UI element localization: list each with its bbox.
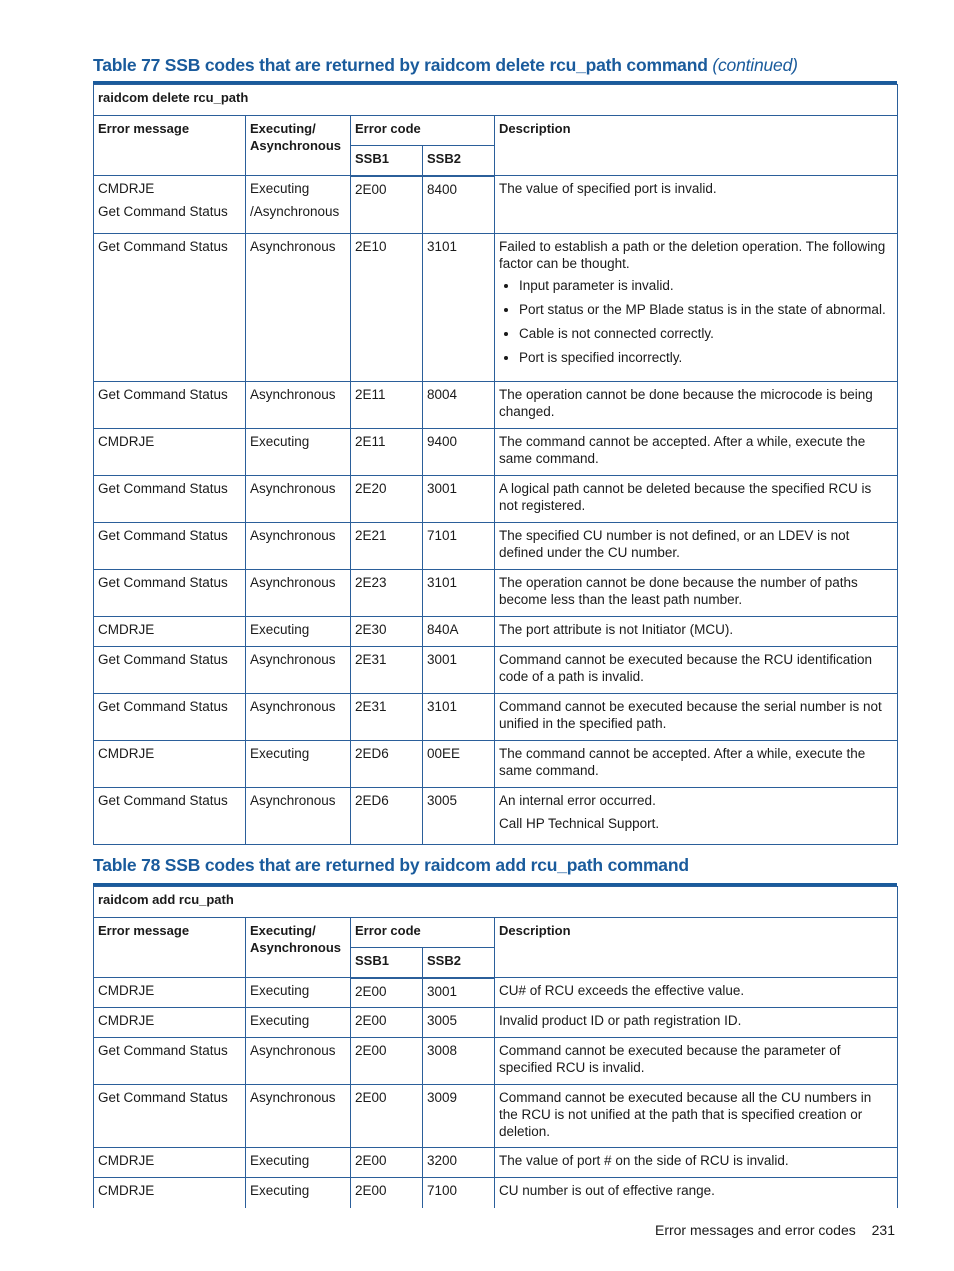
table-77-title: Table 77 SSB codes that are returned by raidcom delete rcu_path command [93,55,708,75]
ssb1-cell: 2E23 [351,570,423,617]
ssb2-cell: 3101 [423,570,495,617]
ssb1-cell: 2E00 [351,1085,423,1148]
ssb1-cell: 2E00 [351,1008,423,1038]
command-header: raidcom add rcu_path [94,887,898,918]
description-cell: The port attribute is not Initiator (MCU). [495,617,898,647]
exec-cell: Executing [246,978,351,1008]
table-row [94,1008,898,1038]
table-77-continued: (continued) [712,55,798,75]
ssb1-cell: 2E00 [351,1038,423,1085]
error-message-cell: CMDRJE Get Command Status [94,176,246,234]
table-row [94,523,898,570]
ssb2-cell: 3001 [423,647,495,694]
header-error-code: Error code [351,918,495,948]
error-message-cell: Get Command Status [94,1038,246,1085]
header-description: Description [495,918,898,978]
header-ssb1: SSB1 [351,146,423,176]
ssb1-cell: 2E21 [351,523,423,570]
error-message-cell: CMDRJE [94,978,246,1008]
page-footer [655,1222,895,1238]
exec-cell: Executing [246,1178,351,1208]
ssb1-cell: 2ED6 [351,788,423,845]
header-error-message: Error message [94,116,246,176]
table-row [94,1178,898,1208]
description-cell: An internal error occurred. Call HP Technical Support. [495,788,898,845]
footer-section: Error messages and error codes [654,1222,856,1238]
ssb2-cell: 3001 [423,476,495,523]
command-header: raidcom delete rcu_path [94,85,898,116]
ssb1-cell: 2E11 [351,429,423,476]
table-row [94,647,898,694]
ssb1-cell: 2E11 [351,382,423,429]
ssb2-cell: 3009 [423,1085,495,1148]
table-row [94,429,898,476]
list-item: • Cable is not connected correctly. [519,325,893,342]
error-message-cell: Get Command Status [94,234,246,382]
description-cell: Failed to establish a path or the deletion operation. The following factor can be thought. • Input parameter is invalid. • Port status or the MP Blade status is in the state of abnormal. • Cable is not connected correctly. • Port is specified incorrectly. [495,234,898,382]
description-cell: The value of specified port is invalid. [495,176,898,234]
ssb1-cell: 2E00 [351,1148,423,1178]
ssb2-cell: 3008 [423,1038,495,1085]
ssb2-cell: 3200 [423,1148,495,1178]
description-cell: CU number is out of effective range. [495,1178,898,1208]
ssb1-cell: 2E10 [351,234,423,382]
exec-cell: Executing /Asynchronous [246,176,351,234]
exec-cell: Asynchronous [246,1085,351,1148]
exec-cell: Executing [246,617,351,647]
description-cell: A logical path cannot be deleted because the specified RCU is not registered. [495,476,898,523]
ssb2-cell: 00EE [423,741,495,788]
description-cell: The specified CU number is not defined, or an LDEV is not defined under the CU number. [495,523,898,570]
exec-cell: Asynchronous [246,694,351,741]
description-cell: Command cannot be executed because the RCU identification code of a path is invalid. [495,647,898,694]
ssb1-cell: 2E00 [351,176,423,234]
header-ssb2: SSB2 [423,146,495,176]
ssb2-cell: 7100 [423,1178,495,1208]
exec-cell: Executing [246,429,351,476]
exec-cell: Asynchronous [246,788,351,845]
list-item: • Input parameter is invalid. [519,277,893,294]
exec-cell: Asynchronous [246,523,351,570]
error-message-cell: Get Command Status [94,647,246,694]
exec-cell: Asynchronous [246,382,351,429]
exec-cell: Asynchronous [246,1038,351,1085]
ssb1-cell: 2E30 [351,617,423,647]
table-78-title: Table 78 SSB codes that are returned by raidcom add rcu_path command [93,855,689,875]
ssb1-cell: 2E00 [351,978,423,1008]
exec-cell: Asynchronous [246,647,351,694]
description-cell: CU# of RCU exceeds the effective value. [495,978,898,1008]
description-cell: The command cannot be accepted. After a while, execute the same command. [495,429,898,476]
page-number: 231 [871,1222,895,1238]
ssb2-cell: 3001 [423,978,495,1008]
description-cell: The command cannot be accepted. After a while, execute the same command. [495,741,898,788]
header-ssb1: SSB1 [351,948,423,978]
description-cell: Command cannot be executed because the serial number is not unified in the specified path. [495,694,898,741]
error-message-cell: CMDRJE [94,1008,246,1038]
header-description: Description [495,116,898,176]
list-item: • Port is specified incorrectly. [519,349,893,366]
table-row [94,694,898,741]
exec-cell: Executing [246,1148,351,1178]
table-row [94,570,898,617]
table-row [94,176,898,234]
ssb2-cell: 3005 [423,1008,495,1038]
table-row [94,1038,898,1085]
table-row [94,1085,898,1148]
ssb2-cell: 3101 [423,234,495,382]
table-row [94,476,898,523]
table-77-caption [93,55,798,76]
description-cell: Command cannot be executed because all the CU numbers in the RCU is not unified at the path that is specified creation or deletion. [495,1085,898,1148]
error-message-cell: Get Command Status [94,788,246,845]
error-message-cell: Get Command Status [94,1085,246,1148]
table-row [94,741,898,788]
description-cell: The operation cannot be done because the microcode is being changed. [495,382,898,429]
error-message-cell: CMDRJE [94,1178,246,1208]
ssb2-cell: 8004 [423,382,495,429]
header-ssb2: SSB2 [423,948,495,978]
list-item: • Port status or the MP Blade status is in the state of abnormal. [519,301,893,318]
description-cell: The value of port # on the side of RCU is invalid. [495,1148,898,1178]
description-cell: Command cannot be executed because the parameter of specified RCU is invalid. [495,1038,898,1085]
exec-cell: Asynchronous [246,234,351,382]
table-row [94,234,898,382]
table-row [94,617,898,647]
exec-cell: Executing [246,1008,351,1038]
table-78 [93,886,898,1208]
error-message-cell: Get Command Status [94,570,246,617]
table-row [94,1148,898,1178]
error-message-cell: CMDRJE [94,1148,246,1178]
factor-list [499,277,893,366]
error-message-cell: Get Command Status [94,523,246,570]
exec-cell: Asynchronous [246,476,351,523]
table-row [94,978,898,1008]
ssb2-cell: 3005 [423,788,495,845]
description-cell: Invalid product ID or path registration ID. [495,1008,898,1038]
header-error-message: Error message [94,918,246,978]
ssb2-cell: 3101 [423,694,495,741]
error-message-cell: CMDRJE [94,429,246,476]
header-exec-async: Executing/ Asynchronous [246,116,351,176]
table-78-caption [93,855,689,876]
ssb2-cell: 8400 [423,176,495,234]
ssb1-cell: 2E31 [351,647,423,694]
ssb1-cell: 2E20 [351,476,423,523]
header-error-code: Error code [351,116,495,146]
error-message-cell: CMDRJE [94,741,246,788]
error-message-cell: Get Command Status [94,476,246,523]
error-message-cell: Get Command Status [94,694,246,741]
exec-cell: Executing [246,741,351,788]
ssb1-cell: 2E00 [351,1178,423,1208]
ssb2-cell: 7101 [423,523,495,570]
table-row [94,382,898,429]
header-exec-async: Executing/ Asynchronous [246,918,351,978]
description-cell: The operation cannot be done because the number of paths become less than the least path number. [495,570,898,617]
error-message-cell: Get Command Status [94,382,246,429]
error-message-cell: CMDRJE [94,617,246,647]
ssb1-cell: 2E31 [351,694,423,741]
exec-cell: Asynchronous [246,570,351,617]
table-77 [93,84,898,845]
ssb1-cell: 2ED6 [351,741,423,788]
table-row [94,788,898,845]
ssb2-cell: 840A [423,617,495,647]
ssb2-cell: 9400 [423,429,495,476]
